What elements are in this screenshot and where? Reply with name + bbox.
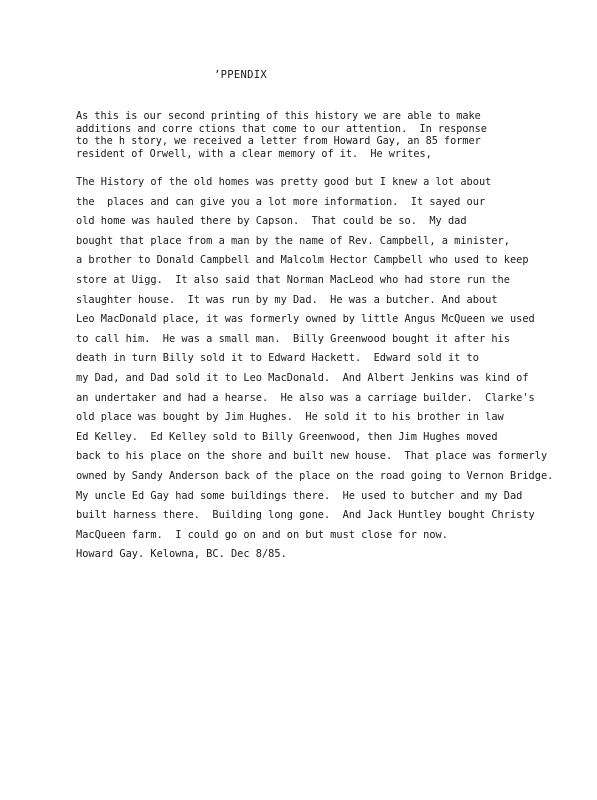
page-title: ’PPENDIX (214, 69, 267, 81)
letter-line: the places and can give you a lot more information. It sayed our (76, 195, 486, 208)
intro-line: to the h story, we received a letter from Howard Gay, an 85 former (76, 136, 481, 148)
letter-line: to call him. He was a small man. Billy Greenwood bought it after his (76, 332, 510, 345)
letter-line: My uncle Ed Gay had some buildings there. He used to butcher and my Dad (76, 489, 523, 502)
letter-line: an undertaker and had a hearse. He also was a carriage builder. Clarke's (76, 391, 535, 404)
letter-line: MacQueen farm. I could go on and on but must close for now. (76, 528, 448, 541)
letter-line: back to his place on the shore and built new house. That place was formerly (76, 450, 548, 463)
letter-line: death in turn Billy sold it to Edward Hackett. Edward sold it to (76, 352, 479, 365)
letter-line: old place was bought by Jim Hughes. He sold it to his brother in law (76, 411, 504, 424)
letter-line: slaughter house. It was run by my Dad. He was a butcher. And about (76, 293, 498, 306)
intro-paragraph (76, 111, 576, 161)
letter-line: my Dad, and Dad sold it to Leo MacDonald. And Albert Jenkins was kind of (76, 371, 529, 384)
intro-line: additions and corre ctions that come to our attention. In response (76, 123, 487, 135)
intro-line: As this is our second printing of this history we are able to make (76, 111, 481, 122)
letter-body (76, 173, 591, 565)
letter-line: Leo MacDonald place, it was formerly owned by little Angus McQueen we used (76, 313, 535, 326)
letter-line: built harness there. Building long gone. And Jack Huntley bought Christy (76, 509, 535, 522)
letter-line: a brother to Donald Campbell and Malcolm Hector Campbell who used to keep (76, 254, 529, 267)
letter-line: old home was hauled there by Capson. That could be so. My dad (76, 215, 467, 228)
letter-signature: Howard Gay. Kelowna, BC. Dec 8/85. (76, 548, 287, 561)
letter-line: owned by Sandy Anderson back of the place on the road going to Vernon Bridge. (76, 469, 554, 482)
intro-line: resident of Orwell, with a clear memory of it. He writes, (76, 148, 432, 160)
letter-line: store at Uigg. It also said that Norman MacLeod who had store run the (76, 273, 510, 286)
letter-line: bought that place from a man by the name of Rev. Campbell, a minister, (76, 234, 510, 247)
letter-line: The History of the old homes was pretty good but I knew a lot about (76, 176, 492, 188)
letter-line: Ed Kelley. Ed Kelley sold to Billy Greenwood, then Jim Hughes moved (76, 430, 498, 443)
